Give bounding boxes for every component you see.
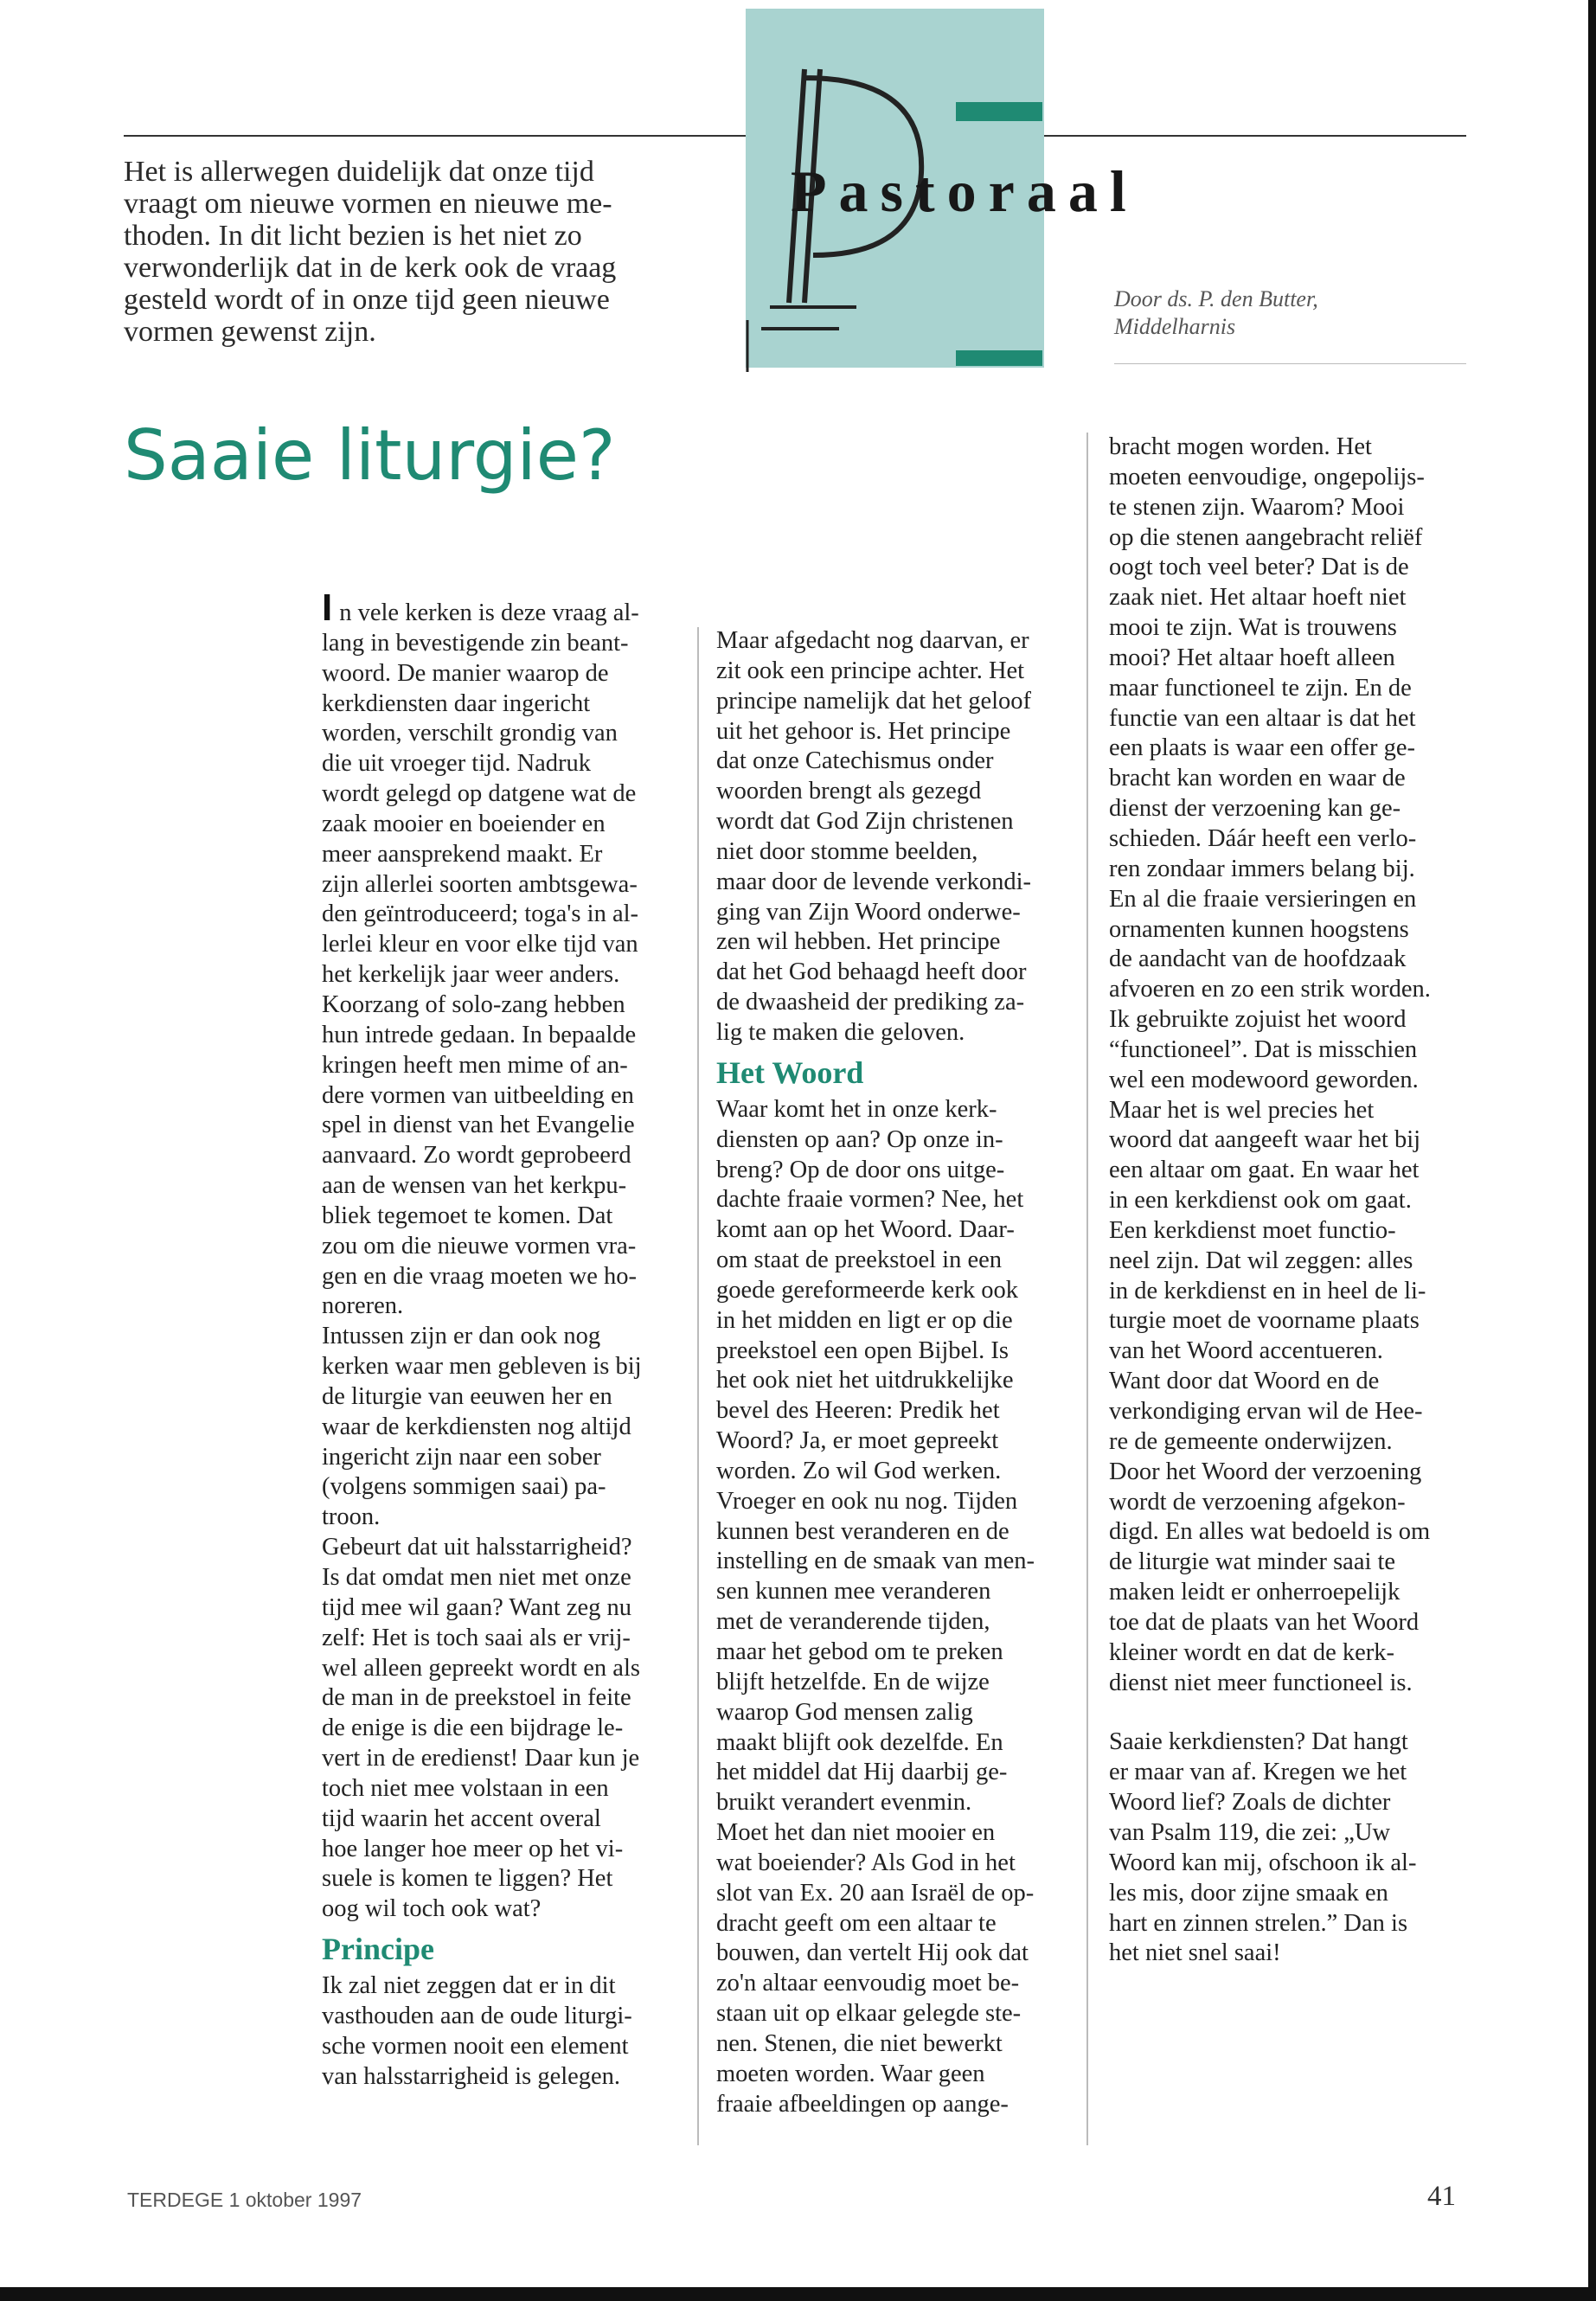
- text-line: turgie moet de voorname plaats: [1109, 1307, 1420, 1335]
- text-line: woord. De manier waarop de: [322, 659, 609, 687]
- text-line: Gebeurt dat uit halsstarrigheid?: [322, 1534, 632, 1561]
- text-line: vasthouden aan de oude liturgi-: [322, 2002, 632, 2029]
- text-line: Vroeger en ook nu nog. Tijden: [716, 1487, 1018, 1515]
- text-line: meer aansprekend maakt. Er: [322, 840, 603, 868]
- text-line: goede gereformeerde kerk ook: [716, 1276, 1018, 1304]
- text-line: zelf: Het is toch saai als er vrij-: [322, 1624, 631, 1651]
- text-line-content: n vele kerken is deze vraag al-: [339, 599, 639, 626]
- text-line: zaak mooier en boeiender en: [322, 810, 606, 837]
- article-column-3: [1109, 433, 1481, 1969]
- text-line: mooi te zijn. Wat is trouwens: [1109, 614, 1397, 642]
- text-line: bruikt verandert evenmin.: [716, 1789, 972, 1817]
- text-line: Maar het is wel precies het: [1109, 1096, 1375, 1124]
- text-line: in het midden en ligt er op die: [716, 1306, 1013, 1334]
- text-line: bracht kan worden en waar de: [1109, 765, 1406, 792]
- text-line: tijd waarin het accent overal: [322, 1804, 601, 1832]
- text-line: toe dat de plaats van het Woord: [1109, 1608, 1420, 1636]
- byline-rule: [1114, 363, 1466, 364]
- text-line: het middel dat Hij daarbij ge-: [716, 1759, 1008, 1786]
- text-line: breng? Op de door ons uitge-: [716, 1156, 1005, 1183]
- text-line: vert in de eredienst! Daar kun je: [322, 1745, 640, 1772]
- text-line: Een kerkdienst moet functio-: [1109, 1216, 1396, 1244]
- col3-body-b: [1109, 1727, 1481, 1969]
- text-line: worden. Zo wil God werken.: [716, 1457, 1002, 1484]
- text-line: de dwaasheid der prediking za-: [716, 989, 1025, 1016]
- article-title: Saaie liturgie?: [124, 415, 616, 496]
- text-line: dachte fraaie vormen? Nee, het: [716, 1186, 1024, 1214]
- text-line: met de veranderende tijden,: [716, 1608, 990, 1636]
- text-line: niet door stomme beelden,: [716, 837, 978, 865]
- text-line: wel een modewoord geworden.: [1109, 1066, 1419, 1093]
- text-line: gen en die vraag moeten we ho-: [322, 1262, 638, 1290]
- col1-body-a: [322, 586, 685, 1925]
- text-line: “functioneel”. Dat is misschien: [1109, 1035, 1418, 1063]
- subheading-het-woord: Het Woord: [716, 1054, 864, 1090]
- text-line: sche vormen nooit een element: [322, 2032, 629, 2060]
- col3-body-a: [1109, 433, 1481, 1698]
- text-line: wel alleen gepreekt wordt en als: [322, 1654, 640, 1682]
- text-line: noreren.: [322, 1292, 404, 1320]
- text-line: wat boeiender? Als God in het: [716, 1849, 1016, 1876]
- text-line: Woord kan mij, ofschoon ik al-: [1109, 1849, 1417, 1876]
- text-line: wordt de verzoening afgekon-: [1109, 1488, 1406, 1516]
- text-line: zijn allerlei soorten ambtsgewa-: [322, 870, 638, 898]
- drop-cap: I: [322, 586, 333, 629]
- text-line: om staat de preekstoel in een: [716, 1247, 1003, 1274]
- text-line: tijd mee wil gaan? Want zeg nu: [322, 1593, 632, 1621]
- col2-body-b: [716, 1095, 1080, 2120]
- text-line: zou om die nieuwe vormen vra-: [322, 1232, 637, 1259]
- text-line: Ik zal niet zeggen dat er in dit: [322, 1972, 616, 2000]
- text-line: kerken waar men gebleven is bij: [322, 1353, 642, 1381]
- text-line: moeten eenvoudige, ongepolijs-: [1109, 463, 1425, 490]
- column-divider: [697, 627, 699, 2145]
- text-line: woord dat aangeeft waar het bij: [1109, 1126, 1421, 1154]
- text-line: re de gemeente onderwijzen.: [1109, 1427, 1393, 1455]
- scan-edge-right: [1588, 0, 1596, 2301]
- text-line: blijft hetzelfde. En de wijze: [716, 1668, 990, 1695]
- text-line: de liturgie van eeuwen her en: [322, 1382, 612, 1410]
- text-line: er maar van af. Kregen we het: [1109, 1759, 1407, 1786]
- text-line: aanvaard. Zo wordt geprobeerd: [322, 1142, 631, 1170]
- text-line: toch niet mee volstaan in een: [322, 1774, 609, 1802]
- col1-body-b: [322, 1971, 685, 2092]
- text-line: ornamenten kunnen hoogstens: [1109, 915, 1409, 943]
- text-line: suele is komen te liggen? Het: [322, 1865, 613, 1893]
- text-line: kerkdiensten daar ingericht: [322, 689, 591, 717]
- text-line: de liturgie wat minder saai te: [1109, 1548, 1396, 1576]
- text-line: sen kunnen mee veranderen: [716, 1578, 991, 1606]
- text-line: Door het Woord der verzoening: [1109, 1458, 1422, 1485]
- text-line: komt aan op het Woord. Daar-: [716, 1216, 1015, 1244]
- text-line: lang in bevestigende zin beant-: [322, 629, 629, 657]
- text-line: Woord lief? Zoals de dichter: [1109, 1789, 1391, 1817]
- text-line: een plaats is waar een offer ge-: [1109, 734, 1415, 762]
- text-line: digd. En alles wat bedoeld is om: [1109, 1518, 1431, 1546]
- text-line: van halsstarrigheid is gelegen.: [322, 2062, 621, 2090]
- text-line: maken leidt er onherroepelijk: [1109, 1579, 1401, 1606]
- text-line: maar het gebod om te preken: [716, 1638, 1003, 1665]
- text-line: in een kerkdienst ook om gaat.: [1109, 1187, 1412, 1215]
- text-line: die uit vroeger tijd. Nadruk: [322, 750, 592, 778]
- text-line: oog wil toch ook wat?: [322, 1895, 542, 1923]
- text-line: aan de wensen van het kerkpu-: [322, 1172, 627, 1200]
- text-line: wordt gelegd op datgene wat de: [322, 780, 637, 808]
- text-line: het kerkelijk jaar weer anders.: [322, 961, 620, 989]
- col2-body-a: [716, 626, 1080, 1048]
- intro-line: vormen gewenst zijn.: [124, 316, 376, 348]
- text-line: bracht mogen worden. Het: [1109, 433, 1372, 460]
- text-line: hun intrede gedaan. In bepaalde: [322, 1021, 637, 1048]
- text-line: zit ook een principe achter. Het: [716, 657, 1025, 684]
- text-line: zo'n altaar eenvoudig moet be-: [716, 1970, 1020, 1997]
- text-line: instelling en de smaak van men-: [716, 1548, 1035, 1575]
- scan-edge-bottom: [0, 2287, 1596, 2301]
- text-line: Waar komt het in onze kerk-: [716, 1095, 997, 1123]
- text-line: Ik gebruikte zojuist het woord: [1109, 1006, 1407, 1034]
- text-line: nen. Stenen, die niet bewerkt: [716, 2029, 1003, 2057]
- text-line: zaak niet. Het altaar hoeft niet: [1109, 584, 1407, 612]
- text-line: de enige is die een bijdrage le-: [322, 1715, 624, 1742]
- intro-paragraph: [124, 156, 721, 348]
- text-line: dat het God behaagd heeft door: [716, 958, 1027, 986]
- text-line: slot van Ex. 20 aan Israël de op-: [716, 1879, 1035, 1907]
- text-line: Moet het dan niet mooier en: [716, 1819, 996, 1847]
- subheading-principe: Principe: [322, 1932, 434, 1967]
- footer-publication: TERDEGE 1 oktober 1997: [127, 2189, 362, 2211]
- text-line: fraaie afbeeldingen op aange-: [716, 2090, 1009, 2118]
- text-line: preekstoel een open Bijbel. Is: [716, 1336, 1009, 1364]
- text-line: uit het gehoor is. Het principe: [716, 717, 1011, 745]
- text-line: Intussen zijn er dan ook nog: [322, 1323, 601, 1350]
- text-line: ingericht zijn naar een sober: [322, 1443, 601, 1471]
- intro-line: vraagt om nieuwe vormen en nieuwe me-: [124, 188, 612, 220]
- article-column-2: [716, 626, 1080, 2120]
- text-line: kunnen best veranderen en de: [716, 1517, 1010, 1545]
- text-line: op die stenen aangebracht reliëf: [1109, 523, 1423, 551]
- text-line: Is dat omdat men niet met onze: [322, 1564, 631, 1591]
- text-line: (volgens sommigen saai) pa-: [322, 1473, 606, 1501]
- text-line: Maar afgedacht nog daarvan, er: [716, 627, 1029, 654]
- text-line: het ook niet het uitdrukkelijke: [716, 1367, 1014, 1394]
- intro-line: Het is allerwegen duidelijk dat onze tijd: [124, 156, 594, 188]
- text-line: dere vormen van uitbeelding en: [322, 1081, 634, 1109]
- text-line: verkondiging ervan wil de Hee-: [1109, 1398, 1423, 1425]
- text-line: van het Woord accentueren.: [1109, 1337, 1383, 1365]
- text-line: maakt blijft ook dezelfde. En: [716, 1728, 1003, 1756]
- text-line: functie van een altaar is dat het: [1109, 704, 1416, 732]
- text-line: zen wil hebben. Het principe: [716, 928, 1001, 956]
- text-line: hart en zinnen strelen.” Dan is: [1109, 1909, 1408, 1937]
- text-line: schieden. Dáár heeft een verlo-: [1109, 824, 1417, 852]
- text-line: diensten op aan? Op onze in-: [716, 1125, 1003, 1153]
- text-line: dat onze Catechismus onder: [716, 747, 994, 775]
- text-line: moeten worden. Waar geen: [716, 2060, 985, 2087]
- intro-line: thoden. In dit licht bezien is het niet zo: [124, 220, 582, 252]
- text-line: lerlei kleur en voor elke tijd van: [322, 931, 638, 958]
- panel-accent-bar-bottom: [956, 350, 1042, 366]
- text-line: kleiner wordt en dat de kerk-: [1109, 1638, 1394, 1666]
- text-line: woorden brengt als gezegd: [716, 778, 982, 805]
- text-line: te stenen zijn. Waarom? Mooi: [1109, 493, 1405, 521]
- page-number: 41: [1427, 2181, 1456, 2212]
- text-line: hoe langer hoe meer op het vi-: [322, 1835, 624, 1862]
- text-line: oogt toch veel beter? Dat is de: [1109, 554, 1409, 581]
- byline-line: Door ds. P. den Butter,: [1114, 286, 1318, 311]
- text-line: spel in dienst van het Evangelie: [322, 1112, 635, 1139]
- text-line: van Psalm 119, die zei: „Uw: [1109, 1818, 1391, 1846]
- text-line: neel zijn. Dat wil zeggen: alles: [1109, 1247, 1413, 1274]
- text-line: het niet snel saai!: [1109, 1939, 1281, 1967]
- text-line: in de kerkdienst en in heel de li-: [1109, 1277, 1426, 1304]
- text-line: bevel des Heeren: Predik het: [716, 1397, 1000, 1425]
- text-line: mooi? Het altaar hoeft alleen: [1109, 644, 1395, 671]
- text-line: kringen heeft men mime of an-: [322, 1051, 628, 1079]
- header-rule-left: [124, 135, 746, 137]
- text-line: den geïntroduceerd; toga's in al-: [322, 901, 639, 928]
- text-line: [322, 586, 685, 629]
- article-column-1: [322, 586, 685, 2093]
- text-line: waar de kerkdiensten nog altijd: [322, 1413, 631, 1440]
- text-line: Woord? Ja, er moet gepreekt: [716, 1427, 999, 1455]
- text-line: staan uit op elkaar gelegde ste-: [716, 2000, 1022, 2028]
- text-line: lig te maken die geloven.: [716, 1018, 965, 1046]
- text-line: afvoeren en zo een strik worden.: [1109, 976, 1431, 1003]
- text-line: wordt dat God Zijn christenen: [716, 808, 1014, 836]
- text-line: principe namelijk dat het geloof: [716, 687, 1032, 715]
- text-line: Koorzang of solo-zang hebben: [322, 990, 625, 1018]
- text-line: bouwen, dan vertelt Hij ook dat: [716, 1939, 1029, 1967]
- text-line: troon.: [322, 1503, 381, 1531]
- author-byline: [1114, 285, 1318, 341]
- section-name: Pastoraal: [791, 158, 1138, 224]
- text-line: ging van Zijn Woord onderwe-: [716, 898, 1021, 926]
- text-line: de aandacht van de hoofdzaak: [1109, 945, 1407, 973]
- text-line: les mis, door zijne smaak en: [1109, 1879, 1388, 1907]
- text-line: een altaar om gaat. En waar het: [1109, 1157, 1420, 1184]
- text-line: worden, verschilt grondig van: [322, 720, 618, 747]
- text-line: de man in de preekstoel in feite: [322, 1684, 631, 1712]
- column-divider: [1086, 433, 1088, 2145]
- panel-accent-bar-top: [956, 102, 1042, 121]
- text-line: Want door dat Woord en de: [1109, 1368, 1380, 1395]
- text-line: dracht geeft om een altaar te: [716, 1909, 997, 1937]
- intro-line: gesteld wordt of in onze tijd geen nieuwe: [124, 284, 610, 316]
- byline-line: Middelharnis: [1114, 314, 1236, 339]
- paragraph-gap: [1109, 1698, 1481, 1727]
- intro-line: verwonderlijk dat in de kerk ook de vraag: [124, 252, 617, 284]
- text-line: ren zondaar immers belang bij.: [1109, 855, 1415, 882]
- text-line: maar door de levende verkondi-: [716, 868, 1032, 895]
- text-line: dienst der verzoening kan ge-: [1109, 795, 1401, 823]
- text-line: En al die fraaie versieringen en: [1109, 885, 1417, 913]
- text-line: waarop God mensen zalig: [716, 1698, 973, 1726]
- text-line: Saaie kerkdiensten? Dat hangt: [1109, 1728, 1408, 1756]
- text-line: dienst niet meer functioneel is.: [1109, 1669, 1413, 1696]
- header-rule-right: [1044, 135, 1466, 137]
- text-line: maar functioneel te zijn. En de: [1109, 674, 1412, 702]
- text-line: bliek tegemoet te komen. Dat: [322, 1202, 613, 1229]
